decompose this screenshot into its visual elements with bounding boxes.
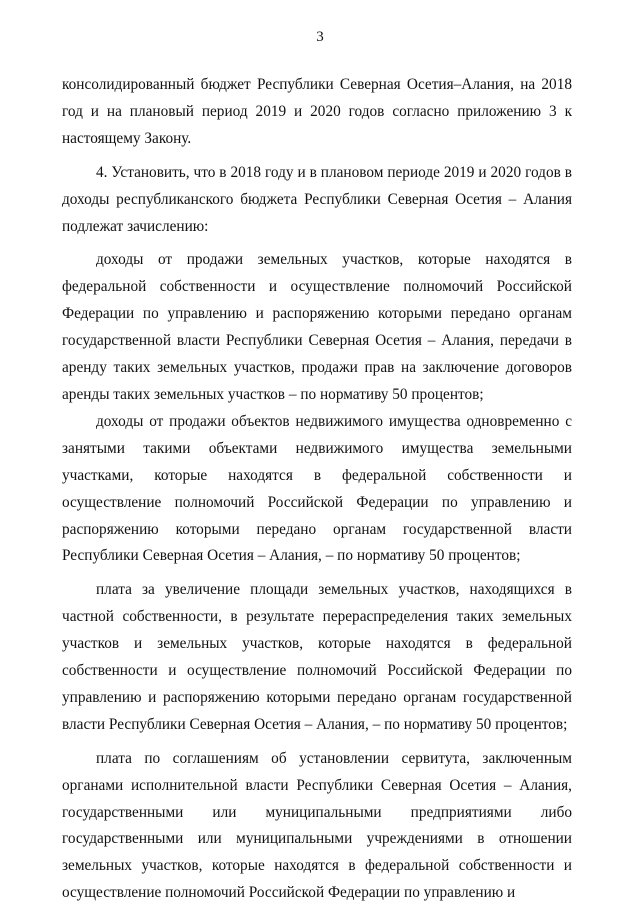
paragraph-land-area-increase-fee: плата за увеличение площади земельных участков, находящихся в частной собственности, в результате перераспределения таких земельных участков и земельных участков, которые находятся в федеральной собственности и осуществление полномочий Российской Федерации по управлению и распоряжению которыми передано органам государственной власти Республики Северная Осетия – Алания, – по нормативу 50 процентов; [62, 581, 572, 733]
paragraph-gap [62, 570, 572, 577]
paragraph-gap [62, 240, 572, 247]
document-body [62, 72, 572, 907]
paragraph-land-sale-income: доходы от продажи земельных участков, которые находятся в федеральной собственности и осуществление полномочий Российской Федерации по управлению и распоряжению которыми передано органам государственной власти Республики Северная Осетия – Алания, передачи в аренду таких земельных участков, продажи прав на заключение договоров аренды таких земельных участков – по нормативу 50 процентов; [62, 251, 572, 403]
paragraph-clause-4: 4. Установить, что в 2018 году и в плановом периоде 2019 и 2020 годов в доходы республиканского бюджета Республики Северная Осетия – Алания подлежат зачислению: [62, 163, 572, 235]
paragraph-budget-continuation: консолидированный бюджет Республики Северная Осетия–Алания, на 2018 год и на плановый период 2019 и 2020 годов согласно приложению 3 к настоящему Закону. [62, 76, 572, 147]
paragraph-gap [62, 153, 572, 160]
paragraph-servitude-fee: плата по соглашениям об установлении сервитута, заключенным органами исполнительной власти Республики Северная Осетия – Алания, государственными или муниципальными предприятиями либо государственными или муниципальными учреждениями в отношении земельных участков, которые находятся в федеральной собственности и осуществление полномочий Российской Федерации по управлению и [62, 749, 572, 902]
paragraph-gap [62, 739, 572, 746]
page-number: 3 [316, 29, 324, 45]
paragraph-real-estate-sale-income: доходы от продажи объектов недвижимого имущества одновременно с занятыми такими объектами недвижимого имущества земельными участками, которые находятся в федеральной собственности и осуществление полномочий Российской Федерации по управлению и распоряжению которыми передано органам государственной власти Республики Северная Осетия – Алания, – по нормативу 50 процентов; [62, 412, 572, 565]
